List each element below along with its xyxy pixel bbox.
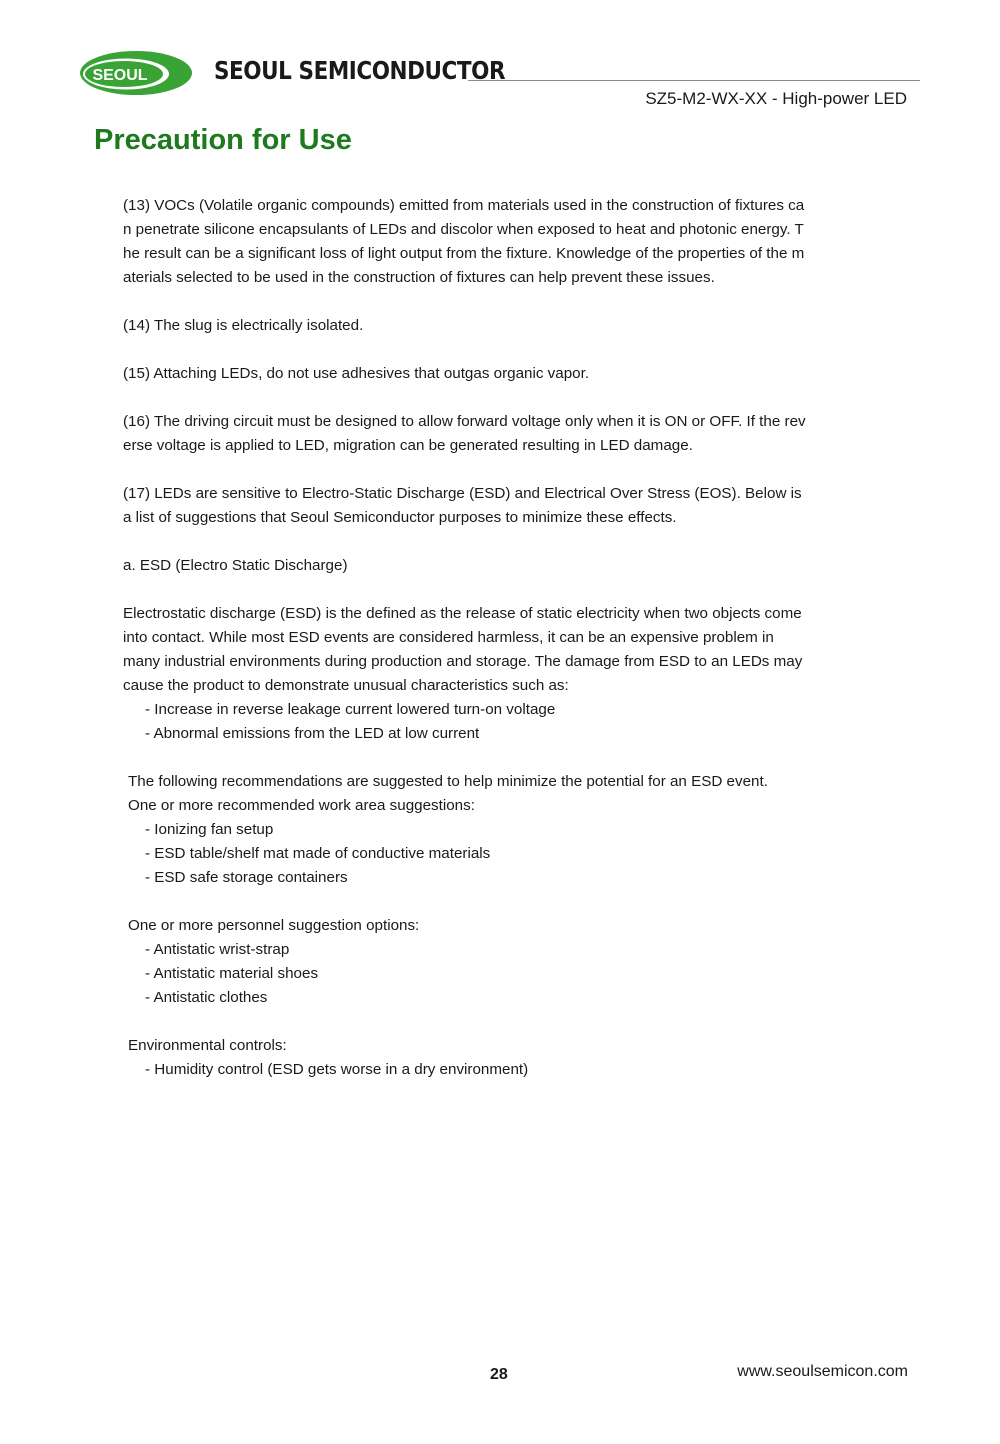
document-body [123, 194, 883, 1082]
symptom-list [123, 698, 883, 746]
list-item: - ESD safe storage containers [145, 869, 348, 886]
footer-url[interactable]: www.seoulsemicon.com [737, 1363, 908, 1380]
list-item: - Antistatic wrist-strap [145, 941, 290, 958]
seoul-logo [80, 50, 194, 96]
work-area-list [123, 818, 883, 890]
logo-text: SEOUL [92, 67, 148, 84]
brand-name: SEOUL SEMICONDUCTOR [214, 56, 506, 85]
list-item: - ESD table/shelf mat made of conductive materials [145, 845, 491, 862]
paragraph-17: (17) LEDs are sensitive to Electro-Static Discharge (ESD) and Electrical Over Stress (EOS). Below is a list of suggestions that Seoul Semiconductor purposes to minimize these effects. [123, 485, 802, 526]
page-title: Precaution for Use [94, 124, 352, 156]
list-item: - Antistatic material shoes [145, 965, 319, 982]
list-item: - Abnormal emissions from the LED at low current [145, 725, 480, 742]
paragraph-14: (14) The slug is electrically isolated. [123, 317, 364, 334]
environmental-intro: Environmental controls: [128, 1037, 287, 1054]
environmental-list [123, 1058, 883, 1082]
esd-heading: a. ESD (Electro Static Discharge) [123, 557, 348, 574]
header-rule [468, 80, 920, 81]
list-item: - Humidity control (ESD gets worse in a dry environment) [145, 1061, 529, 1078]
page-number: 28 [490, 1366, 508, 1383]
document-subtitle: SZ5-M2-WX-XX - High-power LED [645, 89, 907, 108]
paragraph-15: (15) Attaching LEDs, do not use adhesives that outgas organic vapor. [123, 365, 590, 382]
recommendation-intro: The following recommendations are suggested to help minimize the potential for an ESD event. One or more recommended work area suggestions: [128, 773, 768, 814]
paragraph-16: (16) The driving circuit must be designed to allow forward voltage only when it is ON or OFF. If the rev erse voltage is applied to LED, migration can be generated resulting in LED damage. [123, 413, 806, 454]
list-item: - Antistatic clothes [145, 989, 268, 1006]
paragraph-13: (13) VOCs (Volatile organic compounds) emitted from materials used in the construction of fixtures ca n penetrate silicone encapsulants of LEDs and discolor when exposed to heat and photonic energy. T he result can be a significant loss of light output from the fixture. Knowledge of the properties of the m aterials selected to be used in the construction of fixtures can help prevent these issues. [123, 197, 805, 286]
list-item: - Ionizing fan setup [145, 821, 274, 838]
list-item: - Increase in reverse leakage current lowered turn-on voltage [145, 701, 556, 718]
personnel-list [123, 938, 883, 1010]
esd-description: Electrostatic discharge (ESD) is the defined as the release of static electricity when two objects come into contact. While most ESD events are considered harmless, it can be an expensive problem in many industrial environments during production and storage. The damage from ESD to an LEDs may cause the product to demonstrate unusual characteristics such as: [123, 605, 803, 694]
personnel-intro: One or more personnel suggestion options: [128, 917, 420, 934]
